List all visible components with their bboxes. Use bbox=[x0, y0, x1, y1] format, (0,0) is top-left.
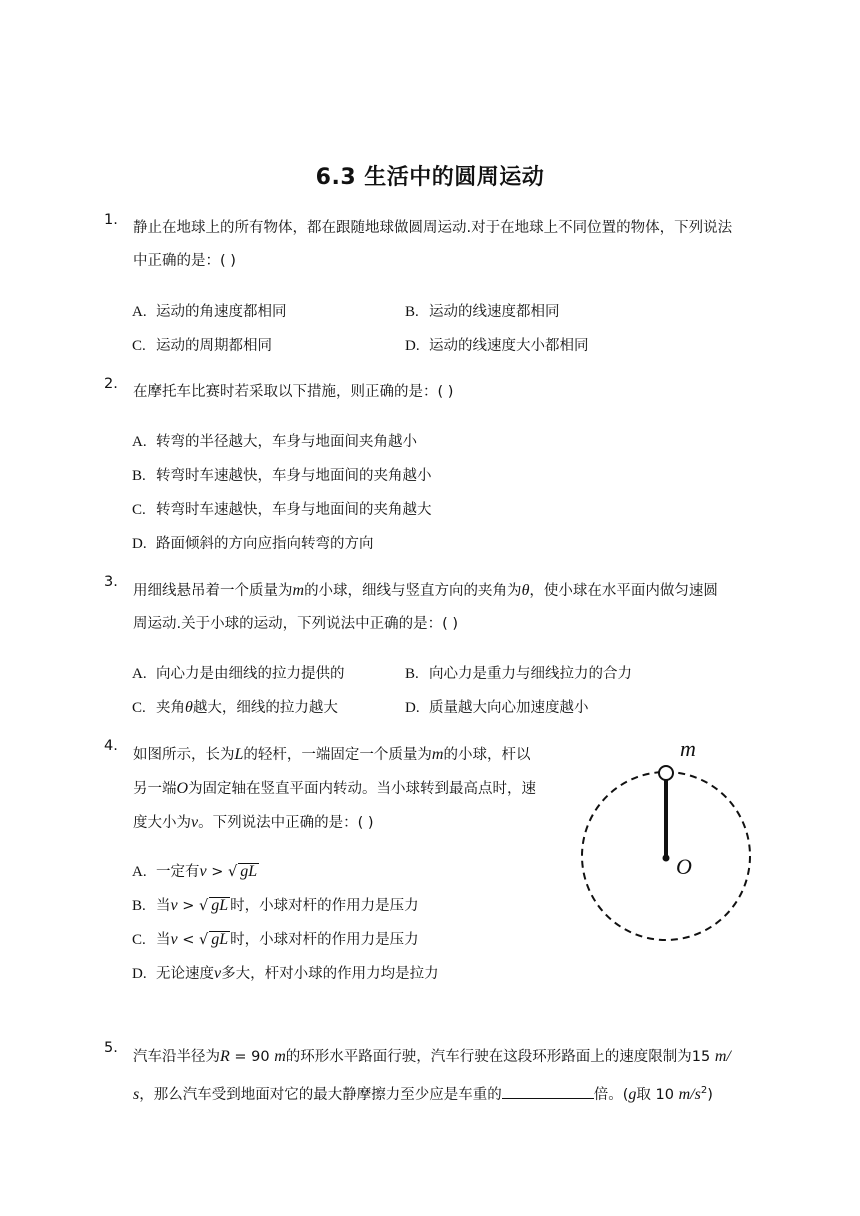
question-text-line: 中正确的是：( ) bbox=[133, 253, 236, 269]
option-3c: C. 夹角θ越大，细线的拉力越大 bbox=[132, 699, 338, 716]
option-1d: D. 运动的线速度大小都相同 bbox=[405, 338, 589, 354]
question-number: 4. bbox=[104, 738, 118, 754]
option-3a: A. 向心力是由细线的拉力提供的 bbox=[132, 666, 345, 682]
axis-label: O bbox=[676, 854, 692, 879]
option-1a: A. 运动的角速度都相同 bbox=[132, 304, 287, 320]
pivot-point bbox=[663, 855, 670, 862]
question-number: 5. bbox=[104, 1040, 118, 1056]
question-text-line: 静止在地球上的所有物体，都在跟随地球做圆周运动.对于在地球上不同位置的物体，下列说法 bbox=[133, 220, 733, 236]
option-2b: B. 转弯时车速越快，车身与地面间的夹角越小 bbox=[132, 468, 432, 484]
option-4a: A. 一定有v > √ gL bbox=[132, 863, 258, 880]
question-text-line: 在摩托车比赛时若采取以下措施，则正确的是：( ) bbox=[133, 384, 454, 400]
option-4b: B. 当v > √ gL 时，小球对杆的作用力是压力 bbox=[132, 897, 419, 914]
question-text-line: 周运动.关于小球的运动，下列说法中正确的是：( ) bbox=[133, 616, 459, 632]
question-text-line: 如图所示，长为L的轻杆，一端固定一个质量为m的小球，杆以 bbox=[133, 746, 531, 763]
question-number: 3. bbox=[104, 574, 118, 590]
question-number: 2. bbox=[104, 376, 118, 392]
option-2a: A. 转弯的半径越大，车身与地面间夹角越小 bbox=[132, 434, 417, 450]
mass-label: m bbox=[680, 736, 696, 761]
question-text-line: 用细线悬吊着一个质量为m的小球，细线与竖直方向的夹角为θ，使小球在水平面内做匀速圆 bbox=[133, 582, 718, 599]
option-1c: C. 运动的周期都相同 bbox=[132, 338, 272, 354]
ball bbox=[659, 766, 673, 780]
option-4c: C. 当v < √ gL 时，小球对杆的作用力是压力 bbox=[132, 931, 419, 948]
question-text-line: 度大小为v。下列说法中正确的是：( ) bbox=[133, 814, 374, 831]
option-3d: D. 质量越大向心加速度越小 bbox=[405, 700, 589, 716]
question-text-line: s，那么汽车受到地面对它的最大静摩擦力至少应是车重的 倍。(g取 10 $m/s^2$) bbox=[133, 1085, 713, 1103]
answer-blank[interactable] bbox=[502, 1084, 594, 1099]
option-3b: B. 向心力是重力与细线拉力的合力 bbox=[405, 666, 632, 682]
page-title: 6.3 生活中的圆周运动 bbox=[315, 165, 545, 190]
rod-rotation-figure bbox=[572, 732, 762, 948]
question-text-line: 汽车沿半径为R = 90 m的环形水平路面行驶，汽车行驶在这段环形路面上的速度限制为15 m/ bbox=[133, 1048, 731, 1065]
option-4d: D. 无论速度v多大，杆对小球的作用力均是拉力 bbox=[132, 965, 439, 982]
option-2d: D. 路面倾斜的方向应指向转弯的方向 bbox=[132, 536, 374, 552]
question-number: 1. bbox=[104, 212, 118, 228]
question-text-line: 另一端O为固定轴在竖直平面内转动。当小球转到最高点时，速 bbox=[133, 780, 537, 797]
option-1b: B. 运动的线速度都相同 bbox=[405, 304, 560, 320]
option-2c: C. 转弯时车速越快，车身与地面间的夹角越大 bbox=[132, 502, 432, 518]
